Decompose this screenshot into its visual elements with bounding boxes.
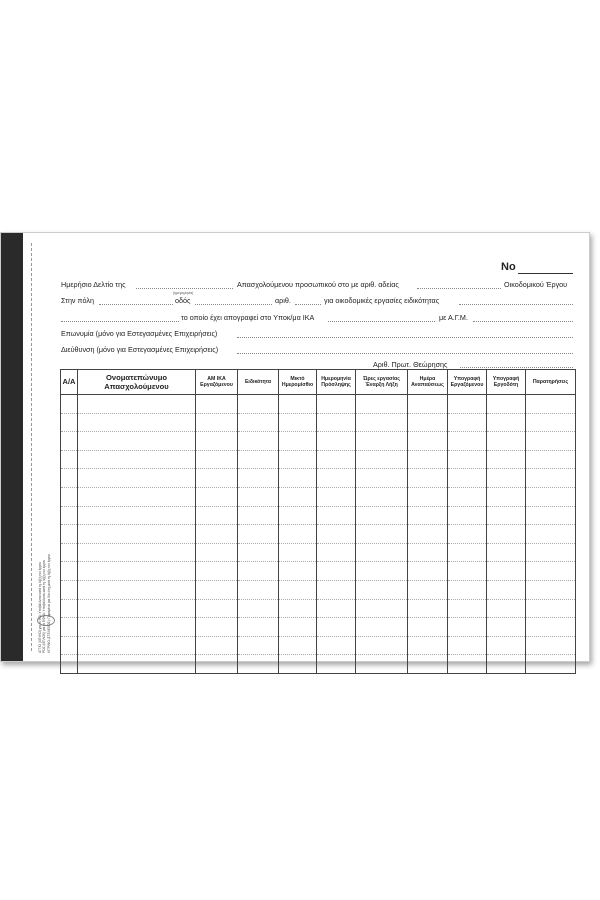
table-cell[interactable] (408, 450, 448, 469)
column-header-rest-day-line2: Αναπαύσεως (411, 382, 444, 388)
table-cell[interactable] (408, 395, 448, 414)
table-cell[interactable] (356, 562, 408, 581)
table-cell[interactable] (487, 506, 526, 525)
table-cell[interactable] (448, 450, 487, 469)
protocol-number-field[interactable] (460, 367, 573, 368)
table-cell[interactable] (61, 618, 78, 637)
column-header-employer-signature (487, 370, 526, 395)
table-cell[interactable] (526, 450, 576, 469)
street-number-label: αριθ. (275, 296, 291, 305)
address-field[interactable] (237, 353, 573, 354)
table-cell[interactable] (487, 599, 526, 618)
column-header-hire-date-line2: Πρόσληψης (321, 382, 351, 388)
table-cell[interactable] (279, 562, 317, 581)
column-header-gross-wage (279, 370, 317, 395)
table-cell[interactable] (196, 450, 238, 469)
date-hint: (ημερομηνία) (173, 291, 194, 295)
table-cell[interactable] (279, 395, 317, 414)
table-cell[interactable] (408, 487, 448, 506)
column-header-employer-signature-line2: Εργοδότη (493, 382, 519, 388)
column-header-aa: Α/Α (61, 370, 78, 395)
table-cell[interactable] (487, 562, 526, 581)
table-cell[interactable] (526, 413, 576, 432)
table-cell[interactable] (408, 506, 448, 525)
table-cell[interactable] (448, 636, 487, 655)
table-cell[interactable] (61, 655, 78, 674)
column-header-employee-signature-line1: Υπογραφή (453, 376, 481, 382)
table-cell[interactable] (238, 469, 279, 488)
serial-number-label: No (501, 261, 516, 273)
table-cell[interactable] (526, 432, 576, 451)
copy-instruction-3: ΚΙΤΡΙΝΟ (ΣΤΕΛΕΧΟΣ): Παραμένει για δύο έτη μετά τη λήξη του έργου (46, 553, 51, 653)
table-header-row (61, 370, 576, 395)
registration-prefix-field[interactable] (61, 321, 179, 322)
copy-instruction-1: ΑΓΓΙΟ (ΛΕΥΚΟ) για το ΙΚΑ: Υποβάλλεται κατά τη λήξη του έργου (38, 561, 42, 653)
table-cell[interactable] (61, 525, 78, 544)
table-cell[interactable] (196, 562, 238, 581)
table-cell[interactable] (61, 599, 78, 618)
table-cell[interactable] (408, 655, 448, 674)
table-cell[interactable] (279, 525, 317, 544)
table-cell[interactable] (317, 636, 356, 655)
table-cell[interactable] (279, 580, 317, 599)
table-cell[interactable] (317, 432, 356, 451)
table-cell[interactable] (279, 543, 317, 562)
table-cell[interactable] (78, 636, 196, 655)
table-cell[interactable] (408, 636, 448, 655)
table-cell[interactable] (61, 395, 78, 414)
specialty-field[interactable] (459, 304, 573, 305)
table-cell[interactable] (238, 636, 279, 655)
table-cell[interactable] (487, 655, 526, 674)
city-label: Στην πόλη (61, 296, 94, 305)
table-cell[interactable] (238, 525, 279, 544)
daily-report-label: Ημερήσιο Δελτίο της (61, 280, 126, 289)
table-cell[interactable] (356, 487, 408, 506)
table-cell[interactable] (78, 469, 196, 488)
table-cell[interactable] (526, 599, 576, 618)
table-cell[interactable] (317, 469, 356, 488)
table-cell[interactable] (448, 543, 487, 562)
table-row (61, 655, 576, 674)
table-cell[interactable] (448, 525, 487, 544)
table-cell[interactable] (526, 506, 576, 525)
table-cell[interactable] (487, 450, 526, 469)
column-header-hire-date (317, 370, 356, 395)
column-header-employer-signature-line1: Υπογραφή (492, 376, 520, 382)
table-cell[interactable] (196, 618, 238, 637)
table-cell[interactable] (317, 525, 356, 544)
column-header-specialty: Ειδικότητα (238, 370, 279, 395)
table-cell[interactable] (356, 413, 408, 432)
table-cell[interactable] (448, 506, 487, 525)
table-cell[interactable] (78, 450, 196, 469)
table-row (61, 395, 576, 414)
table-cell[interactable] (78, 525, 196, 544)
table-cell[interactable] (78, 655, 196, 674)
table-row (61, 543, 576, 562)
table-cell[interactable] (408, 543, 448, 562)
column-header-ika-number-line2: Εργαζόμενου (200, 382, 233, 388)
column-header-notes: Παρατηρήσεις (526, 370, 576, 395)
table-row (61, 487, 576, 506)
serial-number-field[interactable] (518, 273, 573, 274)
table-cell[interactable] (78, 543, 196, 562)
table-cell[interactable] (526, 395, 576, 414)
copy-instructions (38, 483, 51, 653)
permit-number-field[interactable] (417, 288, 501, 289)
column-header-full-name (78, 370, 196, 395)
table-cell[interactable] (317, 618, 356, 637)
table-row (61, 525, 576, 544)
table-cell[interactable] (317, 450, 356, 469)
table-cell[interactable] (448, 395, 487, 414)
table-cell[interactable] (487, 580, 526, 599)
employee-table-body (61, 395, 576, 674)
table-cell[interactable] (356, 450, 408, 469)
table-cell[interactable] (238, 506, 279, 525)
table-cell[interactable] (448, 655, 487, 674)
table-cell[interactable] (356, 655, 408, 674)
table-cell[interactable] (487, 636, 526, 655)
binding-spine (1, 233, 23, 661)
table-cell[interactable] (317, 655, 356, 674)
table-cell[interactable] (279, 450, 317, 469)
table-cell[interactable] (448, 432, 487, 451)
table-cell[interactable] (408, 580, 448, 599)
table-cell[interactable] (196, 487, 238, 506)
table-cell[interactable] (61, 432, 78, 451)
table-row (61, 580, 576, 599)
table-cell[interactable] (526, 636, 576, 655)
building-project-label: Οικοδομικού Έργου (504, 280, 568, 289)
table-cell[interactable] (356, 580, 408, 599)
column-header-work-hours (356, 370, 408, 395)
table-cell[interactable] (317, 487, 356, 506)
table-cell[interactable] (356, 543, 408, 562)
table-cell[interactable] (196, 636, 238, 655)
table-cell[interactable] (448, 580, 487, 599)
table-cell[interactable] (526, 543, 576, 562)
table-cell[interactable] (78, 618, 196, 637)
table-cell[interactable] (238, 580, 279, 599)
table-cell[interactable] (279, 469, 317, 488)
employee-table (60, 369, 576, 674)
table-cell[interactable] (279, 655, 317, 674)
table-row (61, 562, 576, 581)
table-cell[interactable] (196, 543, 238, 562)
table-cell[interactable] (238, 599, 279, 618)
column-header-rest-day-line1: Ημέρα (419, 376, 436, 382)
table-cell[interactable] (526, 580, 576, 599)
table-cell[interactable] (408, 618, 448, 637)
table-row (61, 636, 576, 655)
table-cell[interactable] (78, 413, 196, 432)
table-cell[interactable] (317, 413, 356, 432)
table-cell[interactable] (356, 506, 408, 525)
table-cell[interactable] (196, 469, 238, 488)
column-header-hire-date-line1: Ημερομηνία (321, 376, 351, 382)
table-cell[interactable] (526, 469, 576, 488)
table-cell[interactable] (238, 543, 279, 562)
column-header-gross-wage-line1: Μικτό (290, 376, 305, 382)
table-cell[interactable] (61, 469, 78, 488)
table-cell[interactable] (238, 395, 279, 414)
table-cell[interactable] (196, 525, 238, 544)
table-cell[interactable] (356, 636, 408, 655)
column-header-full-name-line2: Απασχολούμενου (104, 382, 169, 391)
table-cell[interactable] (279, 618, 317, 637)
table-cell[interactable] (61, 543, 78, 562)
table-cell[interactable] (408, 432, 448, 451)
table-cell[interactable] (487, 618, 526, 637)
table-cell[interactable] (526, 525, 576, 544)
table-cell[interactable] (78, 395, 196, 414)
table-cell[interactable] (238, 562, 279, 581)
table-cell[interactable] (279, 599, 317, 618)
table-cell[interactable] (317, 599, 356, 618)
table-cell[interactable] (408, 525, 448, 544)
column-header-work-hours-line2: Έναρξη Λήξη (365, 382, 398, 388)
table-cell[interactable] (487, 413, 526, 432)
column-header-full-name-line1: Ονοματεπώνυμο (105, 373, 168, 382)
table-cell[interactable] (61, 636, 78, 655)
table-row (61, 506, 576, 525)
table-cell[interactable] (526, 655, 576, 674)
table-cell[interactable] (196, 580, 238, 599)
table-cell[interactable] (487, 432, 526, 451)
table-cell[interactable] (408, 562, 448, 581)
column-header-employee-signature-line2: Εργαζόμενου (450, 382, 484, 388)
table-cell[interactable] (317, 506, 356, 525)
table-cell[interactable] (487, 487, 526, 506)
table-cell[interactable] (238, 432, 279, 451)
table-row (61, 599, 576, 618)
table-cell[interactable] (448, 487, 487, 506)
table-cell[interactable] (448, 618, 487, 637)
table-cell[interactable] (408, 469, 448, 488)
table-cell[interactable] (238, 618, 279, 637)
table-cell[interactable] (448, 599, 487, 618)
table-cell[interactable] (196, 506, 238, 525)
table-cell[interactable] (238, 487, 279, 506)
table-cell[interactable] (526, 618, 576, 637)
street-field[interactable] (195, 304, 272, 305)
table-cell[interactable] (356, 469, 408, 488)
table-cell[interactable] (317, 562, 356, 581)
table-cell[interactable] (356, 618, 408, 637)
table-row (61, 618, 576, 637)
table-cell[interactable] (238, 450, 279, 469)
agm-label: με Α.Γ.Μ. (439, 313, 468, 322)
perforation-line (31, 243, 32, 651)
table-cell[interactable] (356, 525, 408, 544)
table-cell[interactable] (487, 525, 526, 544)
table-cell[interactable] (448, 562, 487, 581)
table-cell[interactable] (356, 432, 408, 451)
table-cell[interactable] (526, 562, 576, 581)
table-cell[interactable] (279, 487, 317, 506)
date-field[interactable] (136, 288, 233, 289)
column-header-rest-day (408, 370, 448, 395)
daily-report-form (0, 232, 590, 662)
agm-field[interactable] (473, 321, 573, 322)
table-cell[interactable] (196, 655, 238, 674)
city-field[interactable] (99, 304, 173, 305)
table-cell[interactable] (317, 543, 356, 562)
permit-label: Απασχολούμενου προσωπικού στο με αριθ. αδείας (237, 280, 399, 289)
table-cell[interactable] (196, 395, 238, 414)
table-cell[interactable] (356, 395, 408, 414)
column-header-gross-wage-line2: Ημερομίσθιο (281, 382, 314, 388)
ika-branch-field[interactable] (328, 321, 435, 322)
table-cell[interactable] (61, 506, 78, 525)
table-cell[interactable] (196, 599, 238, 618)
table-cell[interactable] (408, 599, 448, 618)
registered-ika-label: το οποίο έχει απογραφεί στο Υποκ/μα ΙΚΑ (181, 313, 315, 322)
table-cell[interactable] (317, 395, 356, 414)
table-cell[interactable] (279, 506, 317, 525)
table-cell[interactable] (317, 580, 356, 599)
table-cell[interactable] (238, 413, 279, 432)
table-cell[interactable] (196, 432, 238, 451)
column-header-ika-number (196, 370, 238, 395)
street-label: οδός (175, 296, 191, 305)
table-cell[interactable] (448, 413, 487, 432)
table-cell[interactable] (279, 432, 317, 451)
column-header-employee-signature (448, 370, 487, 395)
table-cell[interactable] (78, 432, 196, 451)
specialty-label: για οικοδομικές εργασίες ειδικότητας (324, 296, 440, 305)
table-row (61, 432, 576, 451)
table-cell[interactable] (78, 487, 196, 506)
company-name-field[interactable] (237, 337, 573, 338)
table-cell[interactable] (78, 599, 196, 618)
table-cell[interactable] (487, 395, 526, 414)
table-cell[interactable] (356, 599, 408, 618)
table-row (61, 469, 576, 488)
table-cell[interactable] (196, 413, 238, 432)
table-cell[interactable] (78, 580, 196, 599)
table-cell[interactable] (487, 469, 526, 488)
table-cell[interactable] (526, 487, 576, 506)
table-cell[interactable] (61, 580, 78, 599)
table-cell[interactable] (78, 506, 196, 525)
street-number-field[interactable] (295, 304, 321, 305)
table-row (61, 413, 576, 432)
address-label: Διεύθυνση (μόνο για Εστεγασμένες Επιχειρήσεις) (61, 345, 219, 354)
table-cell[interactable] (408, 413, 448, 432)
protocol-number-label: Αριθ. Πρωτ. Θεώρησης (373, 360, 448, 369)
table-cell[interactable] (61, 562, 78, 581)
table-cell[interactable] (61, 450, 78, 469)
table-cell[interactable] (238, 655, 279, 674)
table-cell[interactable] (487, 543, 526, 562)
column-header-work-hours-line1: Ώρες εργασίας (363, 376, 400, 382)
table-cell[interactable] (279, 413, 317, 432)
column-header-ika-number-line1: ΑΜ ΙΚΑ (207, 376, 226, 382)
table-cell[interactable] (279, 636, 317, 655)
table-cell[interactable] (448, 469, 487, 488)
table-row (61, 450, 576, 469)
table-cell[interactable] (61, 413, 78, 432)
table-cell[interactable] (78, 562, 196, 581)
company-name-label: Επωνυμία (μόνο για Εστεγασμένες Επιχειρήσεις) (61, 329, 218, 338)
copy-instruction-2: ΡΟΖ (ΜΠΛΟΚ) για το ΕΦΚΑ: Υποβάλλεται κατά τη λήξη του έργου (42, 559, 47, 653)
table-cell[interactable] (61, 487, 78, 506)
